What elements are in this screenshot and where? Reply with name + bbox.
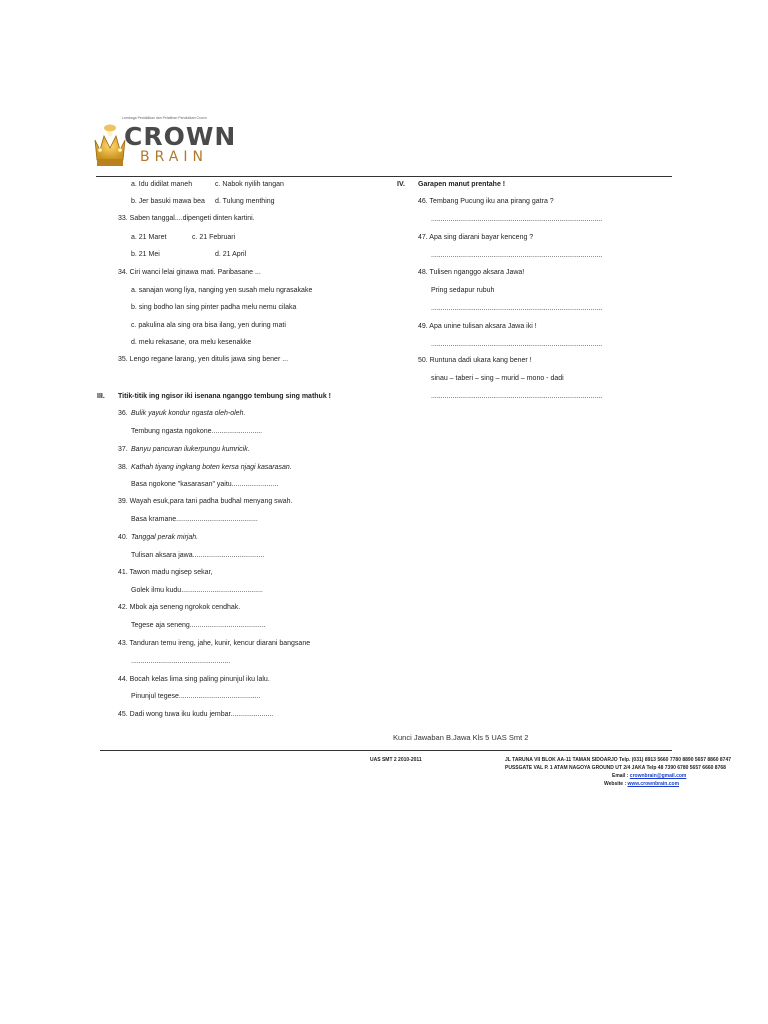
q34-option-b: b. sing bodho lan sing pinter padha melu nemu cilaka [131, 304, 297, 311]
logo-tagline: Lembaga Pendidikan dan Pelatihan Pendidikan Crown [122, 116, 207, 120]
q33-option-c: c. 21 Februari [192, 234, 236, 241]
q46-question: 46. Tembang Pucung iku ana pirang gatra ? [418, 198, 554, 205]
q33-option-a: a. 21 Maret [131, 234, 167, 241]
q34-option-c: c. pakulina ala sing ora bisa ilang, yen during mati [131, 322, 286, 329]
q32-option-c: c. Nabok nyilih tangan [215, 181, 284, 188]
footer-website-link[interactable]: www.crownbrain.com [627, 781, 680, 787]
header-rule [96, 176, 672, 177]
footer-exam-code: UAS SMT 2 2010-2011 [370, 757, 422, 763]
footer-address-2: PUSSGATE VAL P. 1 ATAM NAGOYA GROUND UT 2/4 JAKA Telp 48 7390 6780 5657 6660 8768 [505, 765, 726, 771]
q44-question: 44. Bocah kelas lima sing paling pinunjul iku lalu. [118, 676, 270, 683]
q36-answer-line: Tembung ngasta ngokone.......................... [131, 428, 263, 435]
q42-answer-line: Tegese aja seneng....................................... [131, 622, 266, 629]
q39-question: 39. Wayah esuk,para tani padha budhal menyang swah. [118, 498, 293, 505]
q32-option-b: b. Jer basuki mawa bea [131, 198, 205, 205]
q40-question: Tanggal perak mirjah. [131, 534, 199, 541]
q40-answer-line: Tulisan aksara jawa..................................... [131, 552, 265, 559]
q33-question: 33. Saben tanggal....dipengeti dinten kartini. [118, 215, 255, 222]
q47-answer-line: ........................................................................................ [431, 252, 603, 259]
q34-option-d: d. melu rekasane, ora melu kesenakke [131, 339, 252, 346]
footer-rule [100, 750, 672, 751]
footer-address-1: JL TARUNA VII BLOK AA-11 TAMAN SIDOARJO Telp. (031) 8913 5660 7780 8890 5657 8860 8747 [505, 757, 732, 763]
section-4-title: Garapen manut prentahe ! [418, 181, 506, 188]
section-4-number: IV. [397, 181, 405, 188]
q37-question: Banyu pancuran ilukerpungu kumricik. [131, 446, 250, 453]
q48-question: 48. Tulisen nganggo aksara Jawa! [418, 269, 525, 276]
q36-number: 36. [118, 410, 128, 417]
footer-website [604, 781, 679, 787]
q36-question: Bulik yayuk kondur ngasta oleh-oleh. [131, 410, 246, 417]
section-3-number: III. [97, 393, 105, 400]
q32-option-a: a. Idu didilat maneh [131, 181, 193, 188]
q41-question: 41. Tawon madu ngisep sekar, [118, 569, 213, 576]
q38-answer-line: Basa ngokone "kasarasan" yaitu........................ [131, 481, 279, 488]
q40-number: 40. [118, 534, 128, 541]
q43-question: 43. Tanduran temu ireng, jahe, kunir, kencur diarani bangsane [118, 640, 311, 647]
q34-option-a: a. sanajan wong liya, nanging yen susah melu ngrasakake [131, 287, 313, 294]
q38-number: 38. [118, 464, 128, 471]
q48-answer-line: ........................................................................................ [431, 305, 603, 312]
q33-option-b: b. 21 Mei [131, 251, 160, 258]
footer-website-label: Website : [604, 781, 628, 787]
q50-words: sinau – taberi – sing – murid – mono - dadi [431, 375, 564, 382]
footer-email [612, 773, 686, 779]
q42-question: 42. Mbok aja seneng ngrokok cendhak. [118, 604, 241, 611]
section-3-title: Titik-titik ing ngisor iki isenana nganggo tembung sing mathuk ! [118, 393, 331, 400]
q48-phrase: Pring sedapur rubuh [431, 287, 495, 294]
q35-question: 35. Lengo regane larang, yen ditulis jawa sing bener ... [118, 356, 289, 363]
q46-answer-line: ........................................................................................ [431, 216, 603, 223]
q38-question: Kathah tiyang ingkang boten kersa njagi kasarasan. [131, 464, 292, 471]
q47-question: 47. Apa sing diarani bayar kenceng ? [418, 234, 534, 241]
q50-answer-line: ........................................................................................ [431, 393, 603, 400]
crown-brain-logo [92, 114, 237, 176]
q41-answer-line: Golek ilmu kudu.......................................... [131, 587, 263, 594]
footer-email-link[interactable]: crownbrain@gmail.com [629, 773, 687, 779]
crown-icon [92, 116, 128, 174]
q37-number: 37. [118, 446, 128, 453]
q34-question: 34. Ciri wanci lelai ginawa mati. Paribasane ... [118, 269, 261, 276]
q50-question: 50. Runtuna dadi ukara kang bener ! [418, 357, 532, 364]
q45-question: 45. Dadi wong tuwa iku kudu jembar...................... [118, 711, 274, 718]
q43-answer-line: ................................................... [131, 658, 231, 665]
footer-email-label: Email : [612, 773, 630, 779]
footer-title: Kunci Jawaban B.Jawa Kls 5 UAS Smt 2 [393, 733, 529, 742]
logo-word-crown: CROWN [124, 122, 237, 151]
q49-question: 49. Apa unine tulisan aksara Jawa iki ! [418, 323, 537, 330]
logo-word-brain: BRAIN [140, 149, 208, 165]
q44-answer-line: Pinunjul tegese.......................................... [131, 693, 261, 700]
q39-answer-line: Basa kramane.......................................... [131, 516, 258, 523]
q32-option-d: d. Tulung menthing [215, 198, 275, 205]
q33-option-d: d. 21 April [215, 251, 247, 258]
q49-answer-line: ........................................................................................ [431, 341, 603, 348]
